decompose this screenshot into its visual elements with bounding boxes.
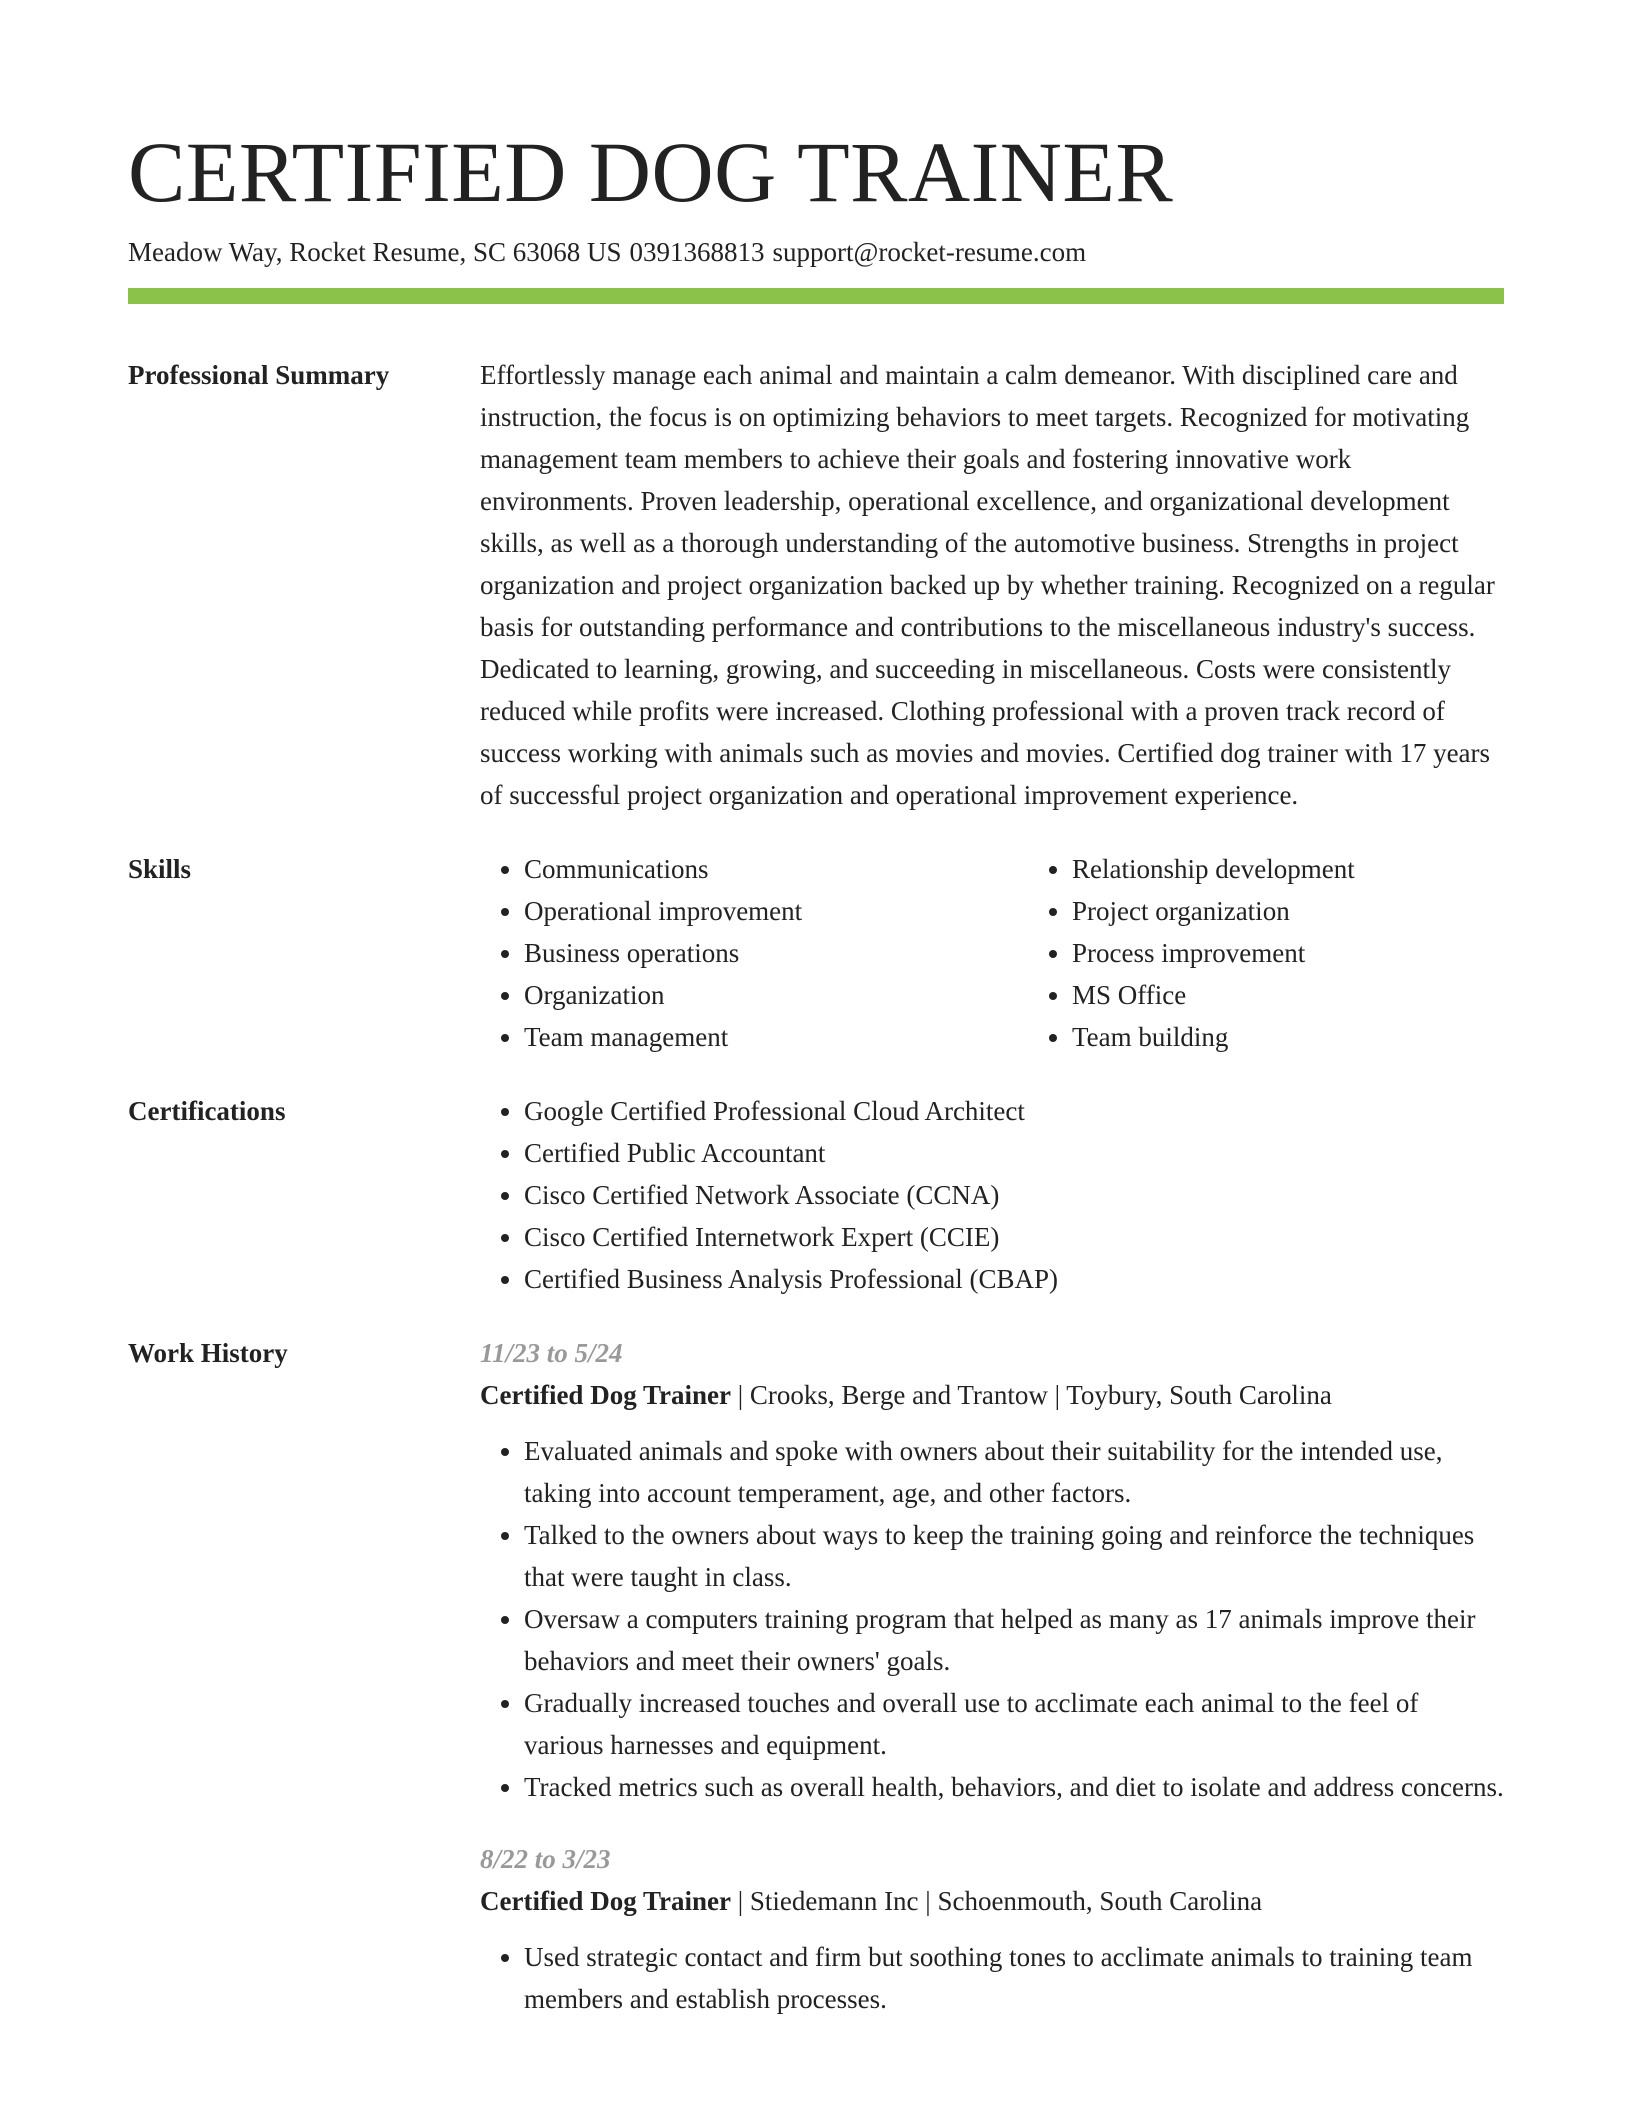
job-bullet: • Tracked metrics such as overall health, behaviors, and diet to isolate and address concerns. <box>524 1766 1504 1808</box>
job-details: | Crooks, Berge and Trantow | Toybury, South Carolina <box>730 1380 1332 1410</box>
job-title: Certified Dog Trainer <box>480 1380 731 1410</box>
skills-right-column <box>1028 848 1576 1058</box>
job-dates: 8/22 to 3/23 <box>480 1844 611 1874</box>
skill-item: • Operational improvement <box>524 890 1028 932</box>
job-bullet: • Used strategic contact and firm but soothing tones to acclimate animals to training team members and establish processes. <box>524 1936 1504 2020</box>
work-history-heading: Work History <box>128 1338 288 1368</box>
job-heading <box>480 1880 1504 1922</box>
skill-item: • Team building <box>1072 1016 1576 1058</box>
skill-item: • Business operations <box>524 932 1028 974</box>
job-bullet: • Oversaw a computers training program that helped as many as 17 animals improve their behaviors and meet their owners' goals. <box>524 1598 1504 1682</box>
skill-item: • MS Office <box>1072 974 1576 1016</box>
certifications-heading: Certifications <box>128 1096 286 1126</box>
certification-item: • Certified Business Analysis Professional (CBAP) <box>524 1258 1504 1300</box>
job-bullet: • Talked to the owners about ways to keep the training going and reinforce the techniques that were taught in class. <box>524 1514 1504 1598</box>
job-heading <box>480 1374 1504 1416</box>
job-bullet: • Gradually increased touches and overall use to acclimate each animal to the feel of various harnesses and equipment. <box>524 1682 1504 1766</box>
skill-item: • Team management <box>524 1016 1028 1058</box>
job-title: Certified Dog Trainer <box>480 1886 731 1916</box>
summary-section <box>128 354 1504 816</box>
skills-list <box>480 848 1576 1058</box>
skill-item: • Communications <box>524 848 1028 890</box>
work-history-section <box>128 1332 1504 2020</box>
job-bullets <box>480 1430 1504 1808</box>
contact-address: Meadow Way, Rocket Resume, SC 63068 US <box>128 237 622 267</box>
skills-left-column <box>480 848 1028 1058</box>
skills-section <box>128 848 1504 1058</box>
certification-item: • Google Certified Professional Cloud Architect <box>524 1090 1504 1132</box>
resume-page <box>128 118 1504 2020</box>
skill-item: • Relationship development <box>1072 848 1576 890</box>
work-history-list <box>480 1332 1504 2020</box>
certifications-list <box>480 1090 1504 1300</box>
skills-heading: Skills <box>128 854 192 884</box>
contact-email: support@rocket-resume.com <box>772 237 1087 267</box>
contact-phone: 0391368813 <box>629 237 765 267</box>
certifications-section <box>128 1090 1504 1300</box>
job-bullets <box>480 1936 1504 2020</box>
job-dates: 11/23 to 5/24 <box>480 1338 623 1368</box>
job-entry <box>480 1332 1504 1808</box>
job-details: | Stiedemann Inc | Schoenmouth, South Carolina <box>730 1886 1263 1916</box>
certification-item: • Cisco Certified Network Associate (CCNA) <box>524 1174 1504 1216</box>
job-bullet: • Evaluated animals and spoke with owners about their suitability for the intended use, taking into account temperament, age, and other factors. <box>524 1430 1504 1514</box>
skill-item: • Organization <box>524 974 1028 1016</box>
certification-item: • Cisco Certified Internetwork Expert (CCIE) <box>524 1216 1504 1258</box>
summary-heading: Professional Summary <box>128 360 390 390</box>
summary-text: Effortlessly manage each animal and maintain a calm demeanor. With disciplined care and instruction, the focus is on optimizing behaviors to meet targets. Recognized for motivating management team members to achieve their goals and fostering innovative work environments. Proven leadership, operational excellence, and organizational development skills, as well as a thorough understanding of the automotive business. Strengths in project organization and project organization backed up by whether training. Recognized on a regular basis for outstanding performance and contributions to the miscellaneous industry's success. Dedicated to learning, growing, and succeeding in miscellaneous. Costs were consistently reduced while profits were increased. Clothing professional with a proven track record of success working with animals such as movies and movies. Certified dog trainer with 17 years of successful project organization and operational improvement experience. <box>480 360 1495 810</box>
contact-line <box>128 232 1504 272</box>
certification-item: • Certified Public Accountant <box>524 1132 1504 1174</box>
skill-item: • Process improvement <box>1072 932 1576 974</box>
job-entry <box>480 1838 1504 2020</box>
skill-item: • Project organization <box>1072 890 1576 932</box>
accent-rule <box>128 288 1504 304</box>
resume-name: CERTIFIED DOG TRAINER <box>128 124 1174 220</box>
